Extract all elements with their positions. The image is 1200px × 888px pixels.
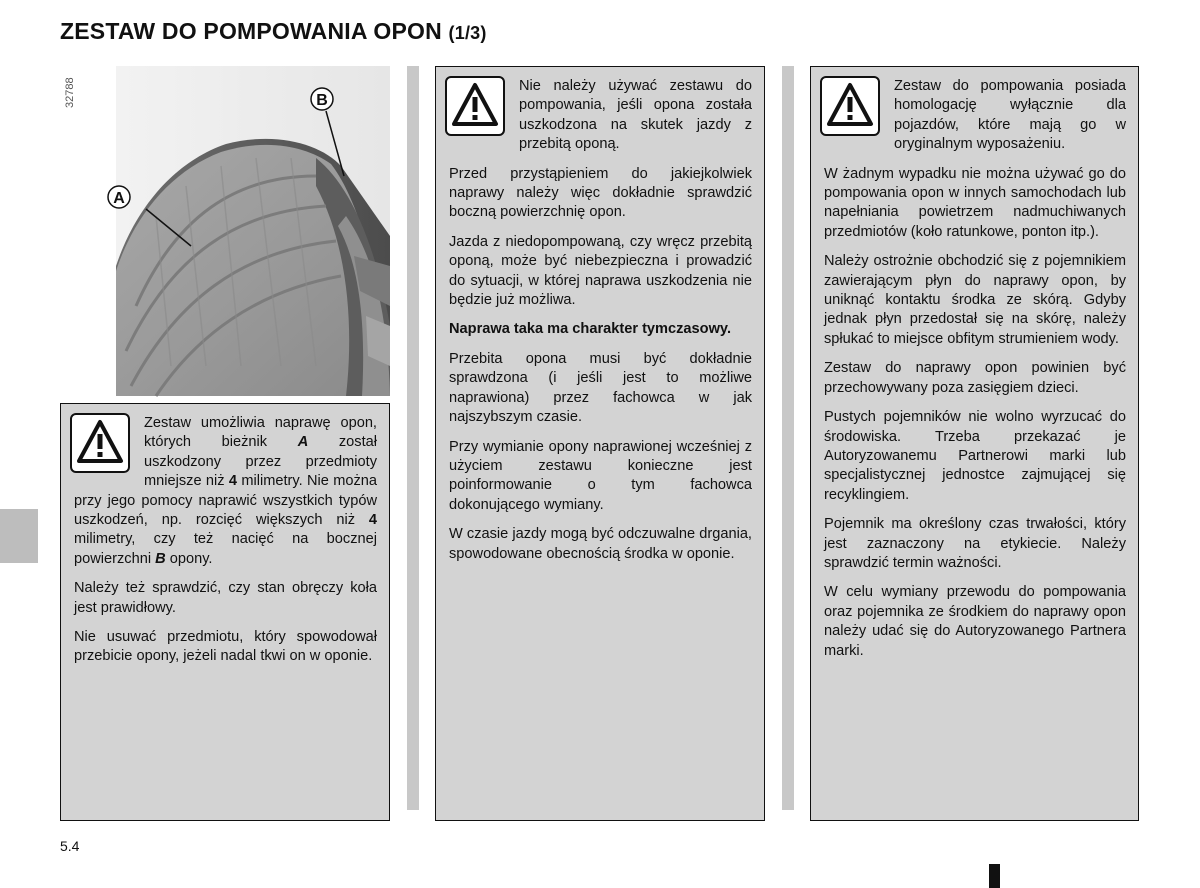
- box2-lead: Nie należy używać zestawu do pompowania, jeśli opona została uszkodzona na skutek jazdy z przebitą oponą.: [519, 78, 752, 153]
- warning-box-repair-scope: [60, 403, 390, 821]
- box3-paragraph: Pustych pojemników nie wolno wyrzucać do środowiska. Trzeba przekazać je Autoryzowanemu Partnerowi marki lub specjalistycznej jednostce zajmującej się recyklingiem.: [824, 409, 1126, 503]
- box1-text: został uszkodzony przez przedmioty mniejsze niż: [144, 434, 377, 490]
- section-tab: [0, 509, 38, 563]
- box2-paragraph-bold: Naprawa taka ma charakter tymczasowy.: [449, 321, 732, 338]
- page-number: 5.4: [60, 838, 80, 854]
- box3-paragraph: W żadnym wypadku nie można używać go do pompowania opon w innych samochodach lub napełniania powietrzem nadmuchiwanych przedmiotów (koło ratunkowe, ponton itp.).: [824, 165, 1126, 240]
- box1-value: 4: [228, 473, 237, 490]
- tire-photo: [113, 66, 390, 396]
- box1-value: 4: [368, 512, 377, 529]
- page-title: [60, 18, 487, 45]
- box1-text: milimetry. Nie można przy jego pomocy naprawić wszystkich typów uszkodzeń, np. rozcięć większych niż: [74, 473, 377, 529]
- box3-paragraph: W celu wymiany przewodu do pompowania oraz pojemnika ze środkiem do naprawy opon należy udać się do Autoryzowanego Partnera marki.: [824, 584, 1126, 659]
- page-corner-mark: [989, 864, 1000, 888]
- box1-ref-b: B: [155, 550, 166, 567]
- label-b: B: [316, 92, 328, 109]
- box2-paragraph: Przed przystąpieniem do jakiejkolwiek naprawy należy więc dokładnie sprawdzić boczną powierzchnię opon.: [449, 165, 752, 221]
- box1-text: Zestaw umożliwia naprawę opon, których bieżnik: [144, 415, 377, 451]
- box1-text: opony.: [165, 550, 213, 567]
- box3-paragraph: Pojemnik ma określony czas trwałości, który jest zaznaczony na etykiecie. Należy sprawdzić termin ważności.: [824, 516, 1126, 571]
- box3-lead: Zestaw do pompowania posiada homologację wyłącznie dla pojazdów, które mają go w oryginalnym wyposażeniu.: [894, 78, 1126, 153]
- figure-reference-code: 32788: [64, 77, 76, 108]
- box3-paragraph: Zestaw do naprawy opon powinien być przechowywany poza zasięgiem dzieci.: [824, 360, 1126, 396]
- box2-paragraph: Przebita opona musi być dokładnie sprawdzona (i jeśli jest to możliwe naprawiona) przez fachowca w jak najszybszym czasie.: [449, 350, 752, 426]
- box3-paragraph: Należy ostrożnie obchodzić się z pojemnikiem zawierającym płyn do naprawy opon, by uniknąć kontaktu środka ze skórą. Gdyby jednak płyn przedostał się na skórę, należy spłukać to miejsce obfitym strumieniem wody.: [824, 253, 1126, 347]
- box1-ref-a: A: [297, 434, 309, 451]
- warning-box-usage: [435, 66, 765, 821]
- box1-paragraph: Należy też sprawdzić, czy stan obręczy koła jest prawidłowy.: [74, 580, 377, 616]
- warning-box-homologation: [810, 66, 1139, 821]
- column-divider: [782, 66, 794, 810]
- box1-lead: [74, 414, 377, 569]
- box2-paragraph: Jazda z niedopompowaną, czy wręcz przebitą oponą, może być niebezpieczna i prowadzić do sytuacji, w której naprawa uszkodzenia nie będzie już możliwa.: [449, 233, 752, 309]
- label-a: A: [113, 190, 125, 207]
- box2-paragraph: W czasie jazdy mogą być odczuwalne drgania, spowodowane obecnością środka w oponie.: [449, 526, 752, 562]
- box1-paragraph: Nie usuwać przedmiotu, który spowodował przebicie opony, jeżeli nadal tkwi on w oponie.: [74, 629, 377, 665]
- box1-text: milimetry, czy też nacięć na bocznej powierzchni: [74, 531, 377, 567]
- box2-paragraph: Przy wymianie opony naprawionej wcześniej z użyciem zestawu konieczne jest poinformowanie o tym fachowca dokonującego wymiany.: [449, 438, 752, 513]
- column-divider: [407, 66, 419, 810]
- title-suffix: (1/3): [448, 23, 487, 43]
- title-text: ZESTAW DO POMPOWANIA OPON: [60, 18, 442, 44]
